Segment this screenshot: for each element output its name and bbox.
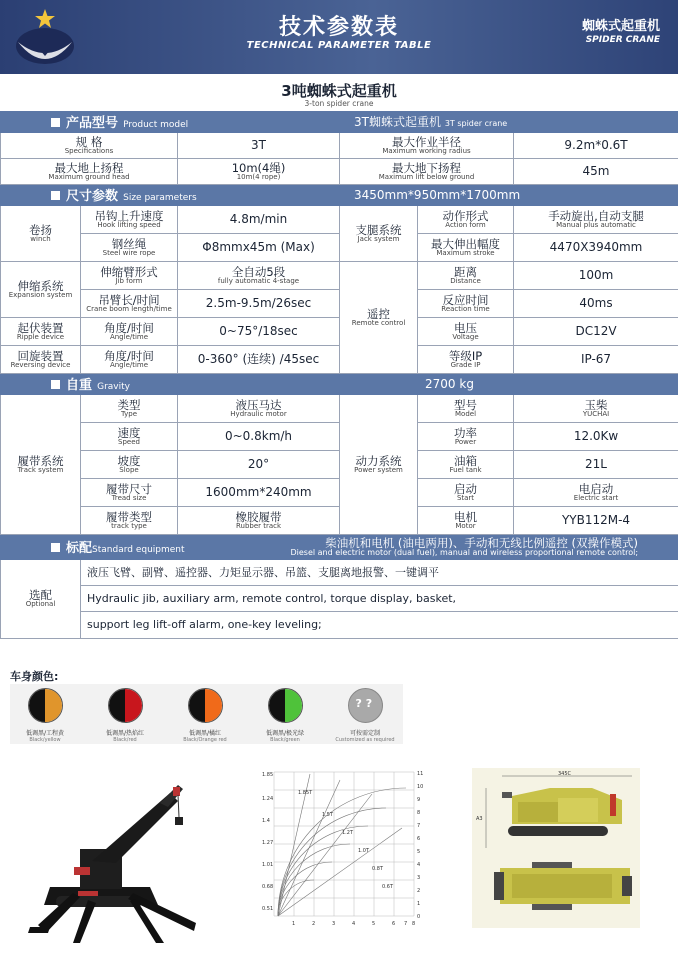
right-axis-label: 9 (417, 797, 421, 803)
left-axis-label: 1.01 (262, 862, 274, 868)
spec-row-reversing: 回旋装置 Reversing device 角度/时间 Angle/time 0-360° (连续) /45sec 等级IP Grade IP IP-67 (1, 346, 678, 374)
right-axis-label: 8 (417, 810, 421, 816)
header-banner (0, 0, 678, 74)
curve-label: 0.6T (382, 884, 394, 890)
curve-label: 1.5T (322, 812, 334, 818)
dimension-drawing (472, 768, 640, 928)
optional-row-1: 选配 Optional 液压飞臂、副臂、遥控器、力矩显示器、吊篮、支腿离地报警、一键调平 (1, 560, 678, 586)
color-circle (268, 688, 303, 723)
crane-photo (18, 765, 218, 945)
header-subtitle: TECHNICAL PARAMETER TABLE (246, 40, 432, 51)
left-axis-label: 1.4 (262, 818, 270, 824)
bottom-axis-label: 4 (352, 921, 356, 927)
right-axis-label: 10 (417, 784, 424, 790)
swatch-black-yellow: 低调黑/工程黄 Black/yellow (10, 688, 80, 743)
color-circle (188, 688, 223, 723)
color-circle (108, 688, 143, 723)
spec-row-expansion-1: 伸缩系统 Expansion system 伸缩臂形式 Jib form 全自动5段 fully automatic 4-stage 遥控 Remote control 距离 Distance 100m (1, 262, 678, 290)
right-axis-label: 3 (417, 875, 421, 881)
bottom-axis-label: 2 (312, 921, 316, 927)
band-product-model: 产品型号 Product model 3T蜘蛛式起重机 3T spider crane (1, 112, 678, 133)
optional-row-2: Hydraulic jib, auxiliary arm, remote control, torque display, basket, (1, 586, 678, 612)
bottom-axis-label: 1 (292, 921, 296, 927)
curve-label: 1.2T (342, 830, 354, 836)
left-axis-label: 0.51 (262, 906, 274, 912)
color-circle (28, 688, 63, 723)
page-title: 3吨蜘蛛式起重机 (281, 82, 397, 100)
spec-row-lift: 最大地上扬程 Maximum ground head 10m(4绳) 10m(4 rope) 最大地下扬程 Maximum lift below ground 45m (1, 159, 678, 185)
curve-label: 0.8T (372, 866, 384, 872)
bottom-axis-label: 6 (392, 921, 396, 927)
swatch-black-red: 低调黑/热焰红 Black/red (90, 688, 160, 743)
right-axis-label: 5 (417, 849, 421, 855)
swatch-black-orange: 低调黑/橘红 Black/Orange red (170, 688, 240, 743)
bottom-axis-label: 7 (404, 921, 408, 927)
left-axis-label: 1.27 (262, 840, 274, 846)
question-icon: ? ? (348, 688, 383, 723)
optional-row-3: support leg lift-off alarm, one-key leveling; (1, 612, 678, 639)
swatch-custom: ? ? 可按需定制 Customized as required (330, 688, 400, 743)
right-axis-label: 6 (417, 836, 421, 842)
spec-row-expansion-2: 吊臂长/时间 Crane boom length/time 2.5m-9.5m/26sec 反应时间 Reaction time 40ms (1, 290, 678, 318)
right-axis-label: 0 (417, 914, 421, 920)
left-axis-label: 1.24 (262, 796, 274, 802)
right-axis-label: 4 (417, 862, 421, 868)
left-axis-label: 0.68 (262, 884, 274, 890)
spec-row-winch-1: 卷扬 winch 吊钩上升速度 Hook lifting speed 4.8m/min 支腿系统 Jack system 动作形式 Action form 手动旋出,自动支腿 Manual plus automatic (1, 206, 678, 234)
right-axis-label: 2 (417, 888, 421, 894)
bottom-axis-label: 5 (372, 921, 376, 927)
header-title: 技术参数表 (278, 15, 399, 40)
left-axis-label: 1.85 (262, 772, 274, 778)
dim-label: 345C (558, 771, 572, 777)
color-swatches (10, 684, 403, 744)
band-gravity: 自重 Gravity 2700 kg (1, 374, 678, 395)
spec-row-track-2: 速度 Speed 0~0.8km/h 功率 Power 12.0Kw (1, 423, 678, 451)
spec-row-track-5: 履带类型 track type 橡胶履带 Rubber track 电机 Motor YYB112M-4 (1, 507, 678, 535)
curve-label: 1.85T (298, 790, 313, 796)
header-brand: 蜘蛛式起重机 (581, 19, 660, 34)
spec-row-track-4: 履带尺寸 Tread size 1600mm*240mm 启动 Start 电启动 Electric start (1, 479, 678, 507)
dim-label: A3 (476, 816, 483, 822)
spec-table (0, 111, 678, 639)
spec-row-specifications: 规 格 Specifications 3T 最大作业半径 Maximum working radius 9.2m*0.6T (1, 133, 678, 159)
spec-row-winch-2: 钢丝绳 Steel wire rope Φ8mmx45m (Max) 最大伸出幅度 Maximum stroke 4470X3940mm (1, 234, 678, 262)
body-colors-title: 车身颜色: (10, 670, 59, 683)
bottom-axis-label: 3 (332, 921, 336, 927)
right-axis-label: 11 (417, 771, 424, 777)
swatch-black-green: 低调黑/极光绿 Black/green (250, 688, 320, 743)
page-subtitle: 3-ton spider crane (304, 99, 374, 108)
bottom-axis-label: 8 (412, 921, 416, 927)
spec-row-track-3: 坡度 Slope 20° 油箱 Fuel tank 21L (1, 451, 678, 479)
spec-row-ripple: 起伏装置 Ripple device 角度/时间 Angle/time 0~75°/18sec 电压 Voltage DC12V (1, 318, 678, 346)
load-chart (262, 770, 427, 930)
spec-row-track-1: 履带系统 Track system 类型 Type 液压马达 Hydraulic motor 动力系统 Power system 型号 Model 玉柴 YUCHAI (1, 395, 678, 423)
curve-label: 1.0T (358, 848, 370, 854)
header-brand-en: SPIDER CRANE (585, 35, 660, 45)
right-axis-label: 7 (417, 823, 421, 829)
band-standard: 标配Standard equipment 柴油机和电机 (油电两用)、手动和无线比例遥控 (双操作模式) Diesel and electric motor (dual fuel), manual and wireless proportional remote control; (1, 535, 678, 560)
band-size: 尺寸参数 Size parameters 3450mm*950mm*1700mm (1, 185, 678, 206)
right-axis-label: 1 (417, 901, 421, 907)
